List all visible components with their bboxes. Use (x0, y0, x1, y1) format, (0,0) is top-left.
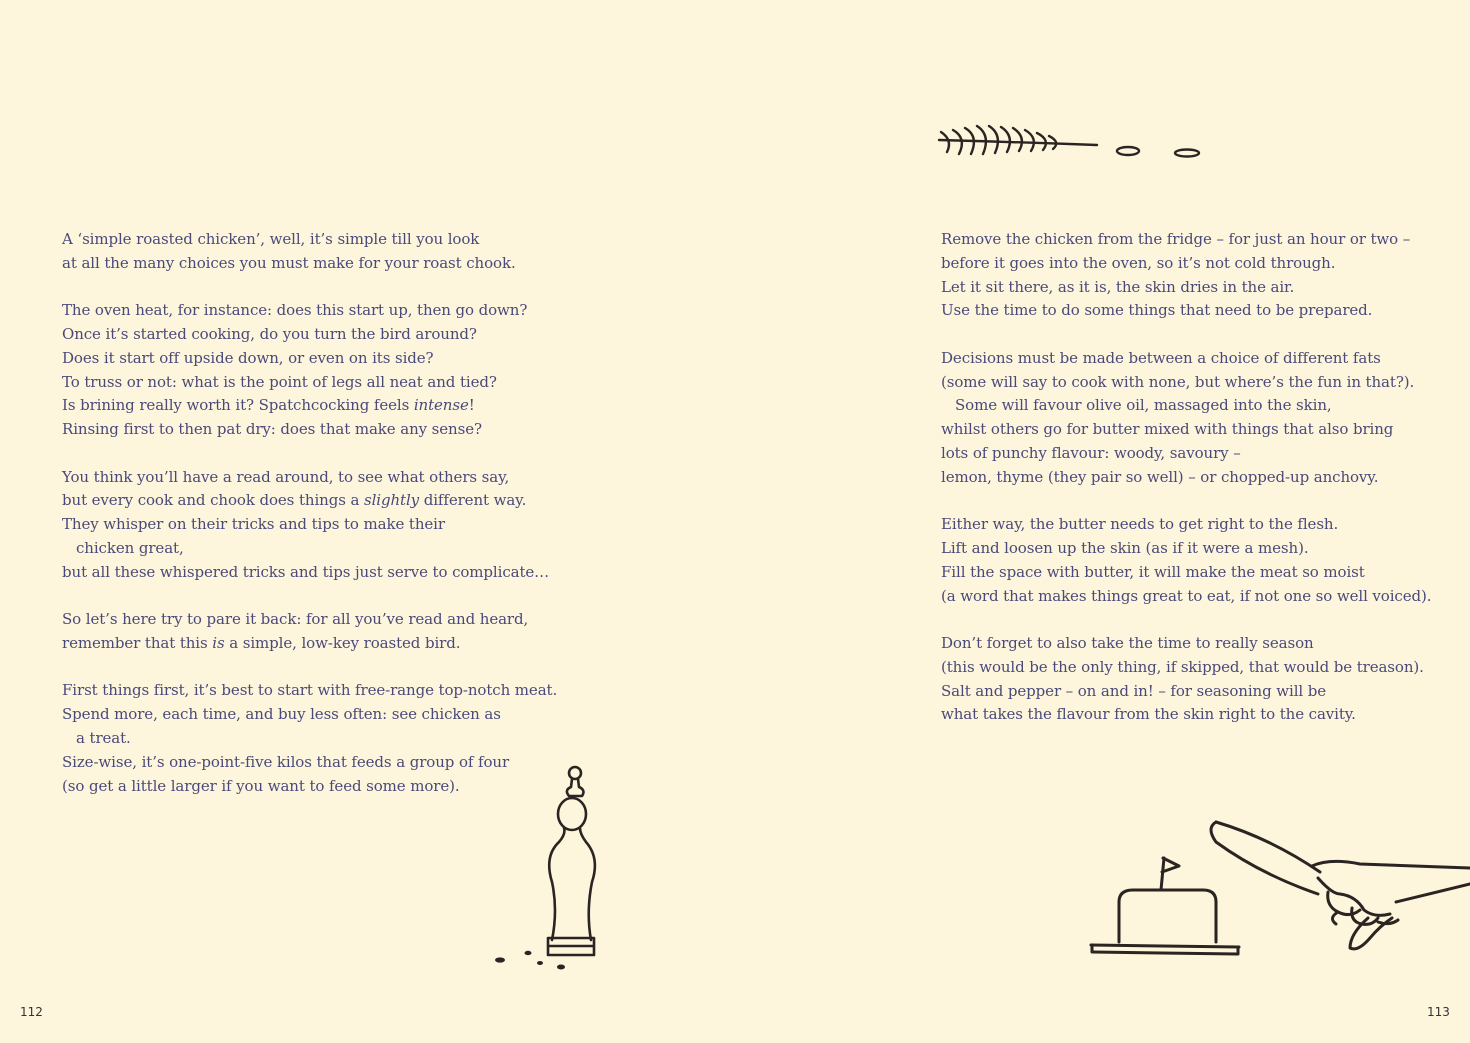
line-text: The oven heat, for instance: does this start up, then go down? (62, 301, 528, 320)
line-text: Don’t forget to also take the time to really season (941, 633, 1314, 652)
line-text: Decisions must be made between a choice of different fats (941, 348, 1381, 367)
poem-line (941, 252, 1461, 276)
stanza (62, 608, 622, 656)
poem-line (941, 228, 1461, 252)
poem-line (62, 679, 622, 703)
poem-line (62, 703, 622, 727)
line-text: A ‘simple roasted chicken’, well, it’s simple till you look (62, 230, 480, 248)
line-text: but all these whispered tricks and tips just serve to complicate… (62, 562, 550, 581)
poem-line (941, 703, 1461, 727)
poem-line (941, 394, 1461, 418)
poem-line (62, 228, 622, 252)
poem-line (941, 632, 1461, 656)
poem-right (941, 228, 1461, 751)
line-text: (a word that makes things great to eat, if not one so well voiced). (941, 586, 1432, 605)
line-text: whilst others go for butter mixed with things that also bring (941, 420, 1394, 439)
poem-line (941, 656, 1461, 680)
line-text: Some will favour olive oil, massaged into the skin, (955, 396, 1332, 415)
line-text: So let’s here try to pare it back: for all you’ve read and heard, (62, 610, 529, 629)
poem-line (62, 323, 622, 347)
poem-line (62, 513, 622, 537)
page-number-left: 112 (20, 1005, 43, 1019)
line-text: remember that this (62, 633, 213, 652)
line-text: lots of punchy flavour: woody, savoury – (941, 443, 1241, 462)
poem-line (941, 513, 1461, 537)
line-text: what takes the flavour from the skin right to the cavity. (941, 705, 1356, 724)
line-text: Fill the space with butter, it will make the meat so moist (941, 562, 1365, 581)
line-text: ! (468, 396, 475, 415)
line-text: Let it sit there, as it is, the skin dries in the air. (941, 277, 1295, 296)
stanza (941, 513, 1461, 608)
poem-line (941, 561, 1461, 585)
poem-line (941, 418, 1461, 442)
line-text: (some will say to cook with none, but where’s the fun in that?). (941, 372, 1415, 391)
stanza (62, 228, 622, 276)
italic-text: intense (413, 396, 469, 415)
line-text: To truss or not: what is the point of legs all neat and tied? (62, 372, 497, 391)
stanza (941, 228, 1461, 323)
line-text: at all the many choices you must make for your roast chook. (62, 253, 516, 272)
poem-line (62, 561, 622, 585)
line-text: Remove the chicken from the fridge – for just an hour or two – (941, 230, 1411, 248)
line-text: before it goes into the oven, so it’s not cold through. (941, 253, 1336, 272)
line-text: but every cook and chook does things a (62, 491, 364, 510)
poem-line (941, 371, 1461, 395)
poem-line (941, 466, 1461, 490)
poem-line (62, 632, 622, 656)
italic-text: slightly (363, 491, 420, 510)
line-text: Size-wise, it’s one-point-five kilos that feeds a group of four (62, 752, 510, 771)
poem-line (62, 394, 622, 418)
stanza (941, 632, 1461, 727)
poem-line (62, 466, 622, 490)
line-text: Use the time to do some things that need to be prepared. (941, 301, 1373, 320)
pepper-grinder-icon (488, 762, 608, 977)
line-text: Spend more, each time, and buy less often: see chicken as (62, 705, 501, 724)
line-text: Rinsing first to then pat dry: does that make any sense? (62, 420, 482, 439)
line-text: chicken great, (76, 538, 184, 557)
line-text: You think you’ll have a read around, to see what others say, (62, 467, 510, 486)
right-page (735, 0, 1470, 1043)
poem-line (941, 537, 1461, 561)
poem-line (62, 252, 622, 276)
line-text: Does it start off upside down, or even on its side? (62, 348, 434, 367)
poem-line (62, 489, 622, 513)
knife-hand-icon (1200, 814, 1470, 954)
poem-line (62, 537, 622, 561)
poem-line (62, 727, 622, 751)
line-text: Once it’s started cooking, do you turn the bird around? (62, 324, 477, 343)
line-text: Is brining really worth it? Spatchcocking feels (62, 396, 414, 415)
poem-line (941, 347, 1461, 371)
poem-left (62, 228, 622, 822)
poem-line (62, 418, 622, 442)
poem-line (941, 276, 1461, 300)
line-text: (this would be the only thing, if skipped, that would be treason). (941, 657, 1424, 676)
line-text: lemon, thyme (they pair so well) – or chopped-up anchovy. (941, 467, 1379, 486)
line-text: different way. (419, 491, 527, 510)
line-text: Salt and pepper – on and in! – for seasoning will be (941, 681, 1327, 700)
poem-line (941, 299, 1461, 323)
line-text: Either way, the butter needs to get right to the flesh. (941, 515, 1339, 534)
line-text: Lift and loosen up the skin (as if it were a mesh). (941, 538, 1309, 557)
stanza (941, 347, 1461, 490)
stanza (62, 299, 622, 442)
line-text: They whisper on their tricks and tips to make their (62, 515, 445, 534)
line-text: a simple, low-key roasted bird. (224, 633, 461, 652)
poem-line (941, 585, 1461, 609)
herb-sprig-icon (935, 118, 1210, 164)
italic-text: is (212, 633, 225, 652)
line-text: a treat. (76, 728, 131, 747)
poem-line (62, 299, 622, 323)
page-number-right: 113 (1427, 1005, 1450, 1019)
line-text: First things first, it’s best to start with free-range top-notch meat. (62, 681, 558, 700)
line-text: (so get a little larger if you want to feed some more). (62, 776, 460, 795)
poem-line (62, 608, 622, 632)
poem-line (62, 347, 622, 371)
stanza (62, 466, 622, 585)
poem-line (62, 371, 622, 395)
poem-line (941, 442, 1461, 466)
poem-line (941, 680, 1461, 704)
